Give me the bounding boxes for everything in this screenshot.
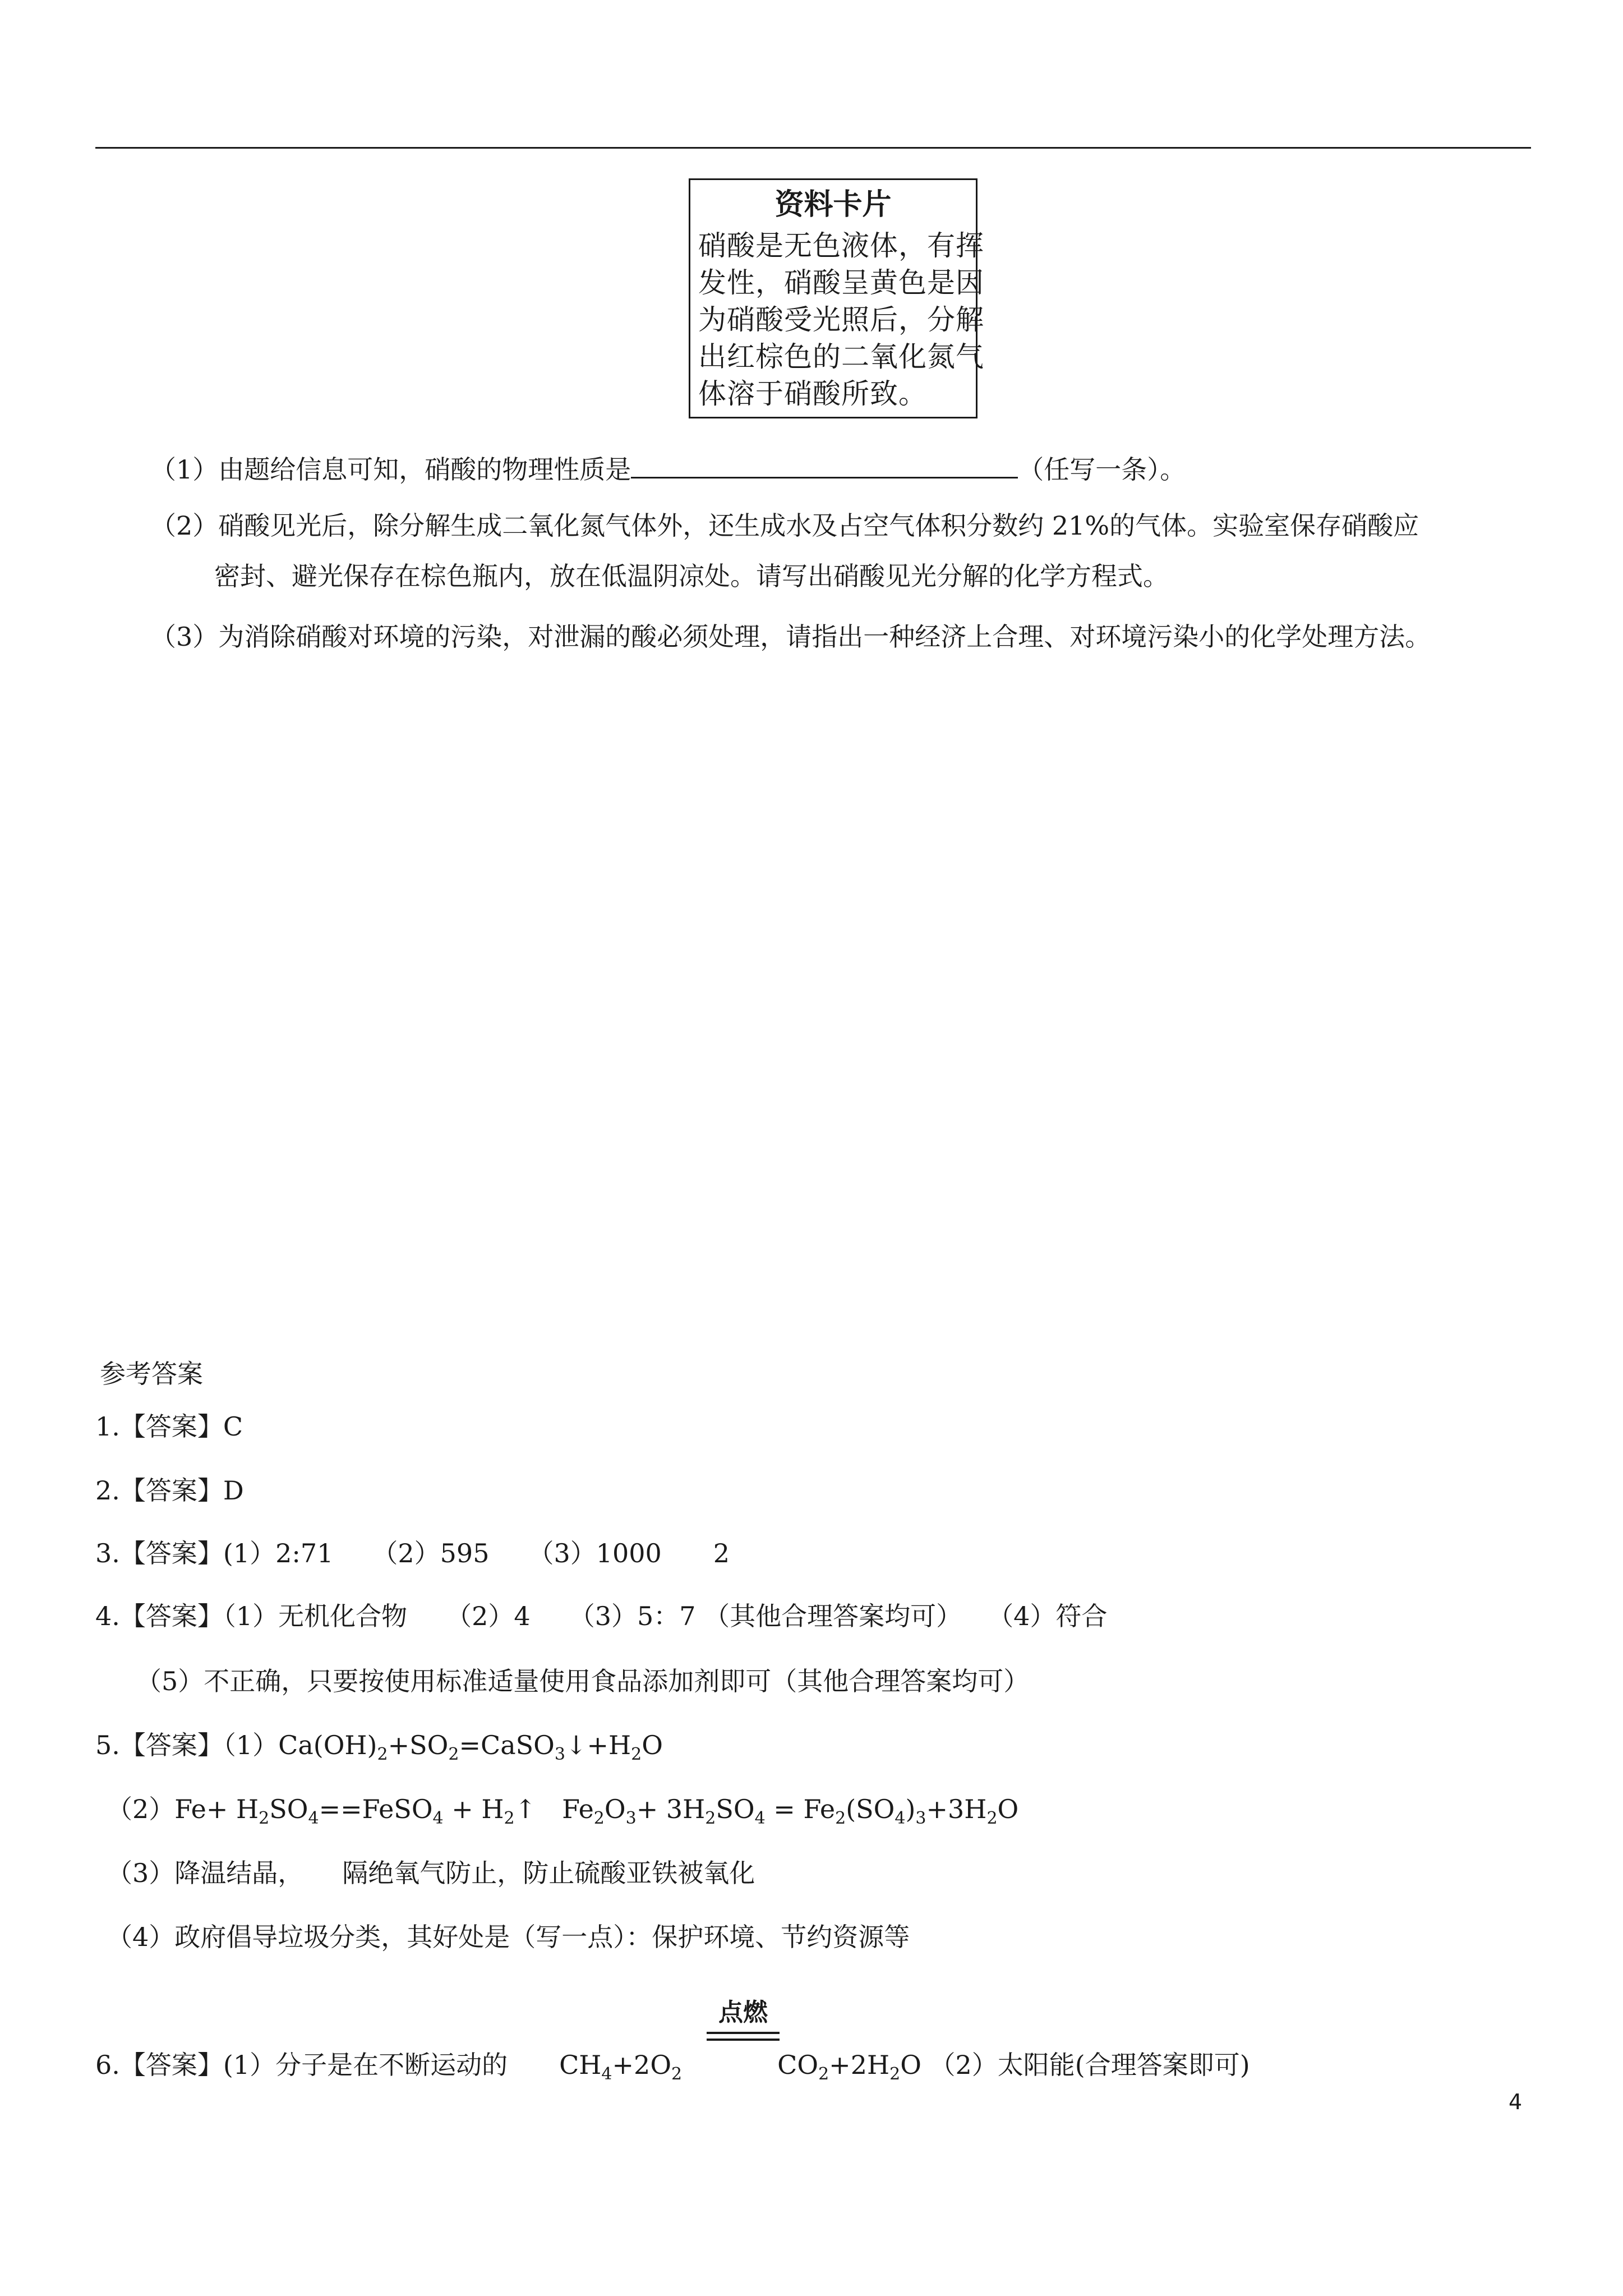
- question-2-line-1: （2）硝酸见光后，除分解生成二氧化氮气体外，还生成水及占空气体积分数约 21%的气体。实验室保存硝酸应: [150, 510, 1419, 541]
- answer-1: 1.【答案】C: [95, 1411, 243, 1442]
- subscript: 2: [593, 1809, 605, 1828]
- equation-text: SO: [716, 1794, 755, 1824]
- subscript: 4: [308, 1809, 319, 1828]
- equation-text: （2）Fe+ H: [107, 1794, 259, 1824]
- equation-text: (SO: [846, 1794, 895, 1824]
- subscript: 2: [504, 1809, 515, 1828]
- subscript: 2: [818, 2064, 829, 2084]
- info-card-body: [690, 227, 984, 412]
- subscript: 3: [625, 1809, 637, 1828]
- question-1: [150, 453, 1186, 486]
- equation-text: ): [905, 1794, 916, 1824]
- subscript: 2: [259, 1809, 270, 1828]
- answers-heading: 参考答案: [100, 1359, 203, 1389]
- info-card: [689, 178, 984, 418]
- subscript: 3: [915, 1809, 926, 1828]
- answer-5-text: +SO: [388, 1730, 449, 1760]
- subscript: 2: [705, 1809, 716, 1828]
- subscript: 4: [895, 1809, 906, 1828]
- answer-5-line-3: （3）降温结晶， 隔绝氧气防止，防止硫酸亚铁被氧化: [107, 1858, 755, 1888]
- subscript: 2: [835, 1809, 846, 1828]
- subscript: 2: [377, 1745, 388, 1764]
- info-card-line: 出红棕色的二氧化氮气: [698, 341, 984, 373]
- answer-5-line-2: [107, 1793, 1018, 1835]
- question-2-line-2: 密封、避光保存在棕色瓶内，放在低温阴凉处。请写出硝酸见光分解的化学方程式。: [214, 561, 1169, 591]
- answer-2: 2.【答案】D: [95, 1475, 244, 1506]
- answer-3: 3.【答案】(1）2:71 （2）595 （3）1000 2: [95, 1538, 730, 1568]
- reaction-condition: [707, 1997, 780, 2041]
- equation-text: ==FeSO: [319, 1794, 433, 1824]
- subscript: 2: [889, 2064, 901, 2084]
- info-card-title: 资料卡片: [774, 188, 892, 222]
- answer-5-text: =CaSO: [459, 1730, 555, 1760]
- equation-text: SO: [269, 1794, 308, 1824]
- equation-text: + H: [443, 1794, 504, 1824]
- info-card-line: 为硝酸受光照后，分解: [698, 303, 984, 336]
- equation-text: ↑ Fe: [514, 1794, 594, 1824]
- equation-text: = Fe: [765, 1794, 836, 1824]
- answer-4-line-2: （5）不正确，只要按使用标准适量使用食品添加剂即可（其他合理答案均可）: [136, 1666, 1030, 1696]
- double-equals-sign: [707, 2032, 780, 2041]
- info-card-line: 体溶于硝酸所致。: [698, 378, 927, 410]
- page-number: 4: [1509, 2090, 1523, 2114]
- subscript: 3: [554, 1745, 565, 1764]
- subscript: 2: [631, 1745, 642, 1764]
- reaction-condition-label: 点燃: [718, 1998, 768, 2027]
- info-card-line: 硝酸是无色液体，有挥: [698, 229, 984, 262]
- equation-text: O: [997, 1794, 1019, 1824]
- subscript: 2: [448, 1745, 459, 1764]
- subscript: 4: [601, 2064, 612, 2084]
- answer-6: [95, 2049, 1250, 2091]
- answer-5-text: O: [642, 1730, 663, 1760]
- equation-text: +2H: [829, 2050, 890, 2080]
- subscript: 2: [986, 1809, 998, 1828]
- equation-text: O: [604, 1794, 626, 1824]
- answer-5-line-4: （4）政府倡导垃圾分类，其好处是（写一点）：保护环境、节约资源等: [107, 1922, 910, 1952]
- equation-text: O （2）太阳能(合理答案即可): [900, 2050, 1250, 2080]
- equation-text: CO: [777, 2050, 819, 2080]
- equation-text: +3H: [926, 1794, 987, 1824]
- answer-4-line-1: 4.【答案】（1）无机化合物 （2）4 （3）5：7 （其他合理答案均可） （4）符合: [95, 1601, 1108, 1631]
- question-1-text: （1）由题给信息可知，硝酸的物理性质是: [150, 454, 631, 485]
- header-rule: [95, 147, 1531, 149]
- subscript: 4: [754, 1809, 766, 1828]
- answer-blank: [631, 454, 1018, 478]
- answer-5-text: ↓+H: [565, 1730, 631, 1760]
- question-3: （3）为消除硝酸对环境的污染，对泄漏的酸必须处理，请指出一种经济上合理、对环境污染小的化学处理方法。: [150, 622, 1431, 652]
- answer-5-text: 5.【答案】（1）Ca(OH): [95, 1730, 377, 1760]
- equation-text: +2O: [612, 2050, 672, 2080]
- answer-5-line-1: [95, 1729, 663, 1771]
- subscript: 4: [432, 1809, 444, 1828]
- equation-text: 6.【答案】(1）分子是在不断运动的 CH: [95, 2050, 602, 2080]
- subscript: 2: [671, 2064, 683, 2084]
- info-card-line: 发性，硝酸呈黄色是因: [698, 266, 984, 299]
- equation-text: + 3H: [636, 1794, 706, 1824]
- question-1-suffix: （任写一条）。: [1018, 454, 1186, 485]
